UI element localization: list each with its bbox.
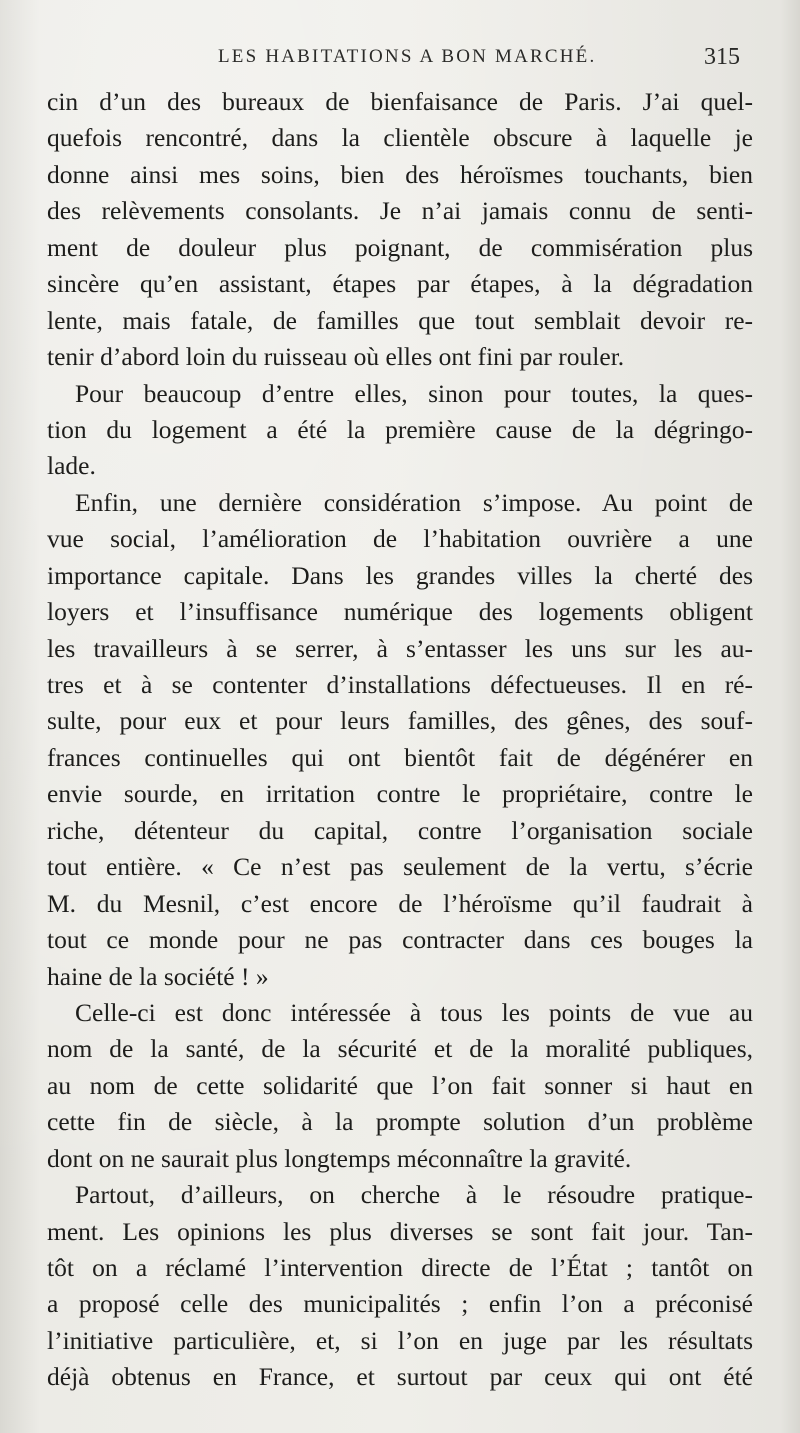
text-line: tout entière. « Ce n’est pas seulement de la vertu, s’écrie <box>47 852 753 882</box>
text-line: Pour beaucoup d’entre elles, sinon pour toutes, la ques- <box>75 378 753 408</box>
text-line: sulte, pour eux et pour leurs familles, des gênes, des souf- <box>47 706 753 736</box>
text-line: riche, détenteur du capital, contre l’organisation sociale <box>47 815 753 845</box>
running-head <box>0 44 800 78</box>
body-text <box>47 84 753 1396</box>
text-line: cette fin de siècle, à la prompte solution d’un problème <box>47 1107 753 1137</box>
text-line: tres et à se contenter d’installations défectueuses. Il en ré- <box>47 670 753 699</box>
text-line: quefois rencontré, dans la clientèle obscure à laquelle je <box>47 123 753 153</box>
text-line: Partout, d’ailleurs, on cherche à le résoudre pratique- <box>75 1180 753 1210</box>
text-line: tout ce monde pour ne pas contracter dans ces bouges la <box>47 925 753 955</box>
text-line: a proposé celle des municipalités ; enfin l’on a préconisé <box>47 1289 753 1319</box>
text-line: au nom de cette solidarité que l’on fait sonner si haut en <box>47 1070 753 1100</box>
text-line: haine de la société ! » <box>47 961 269 991</box>
text-line: frances continuelles qui ont bientôt fait de dégénérer en <box>47 742 753 772</box>
text-line: loyers et l’insuffisance numérique des logements obligent <box>47 597 753 627</box>
text-line: sincère qu’en assistant, étapes par étapes, à la dégradation <box>47 269 753 299</box>
text-line: lente, mais fatale, de familles que tout semblait devoir re- <box>47 305 753 335</box>
text-line: déjà obtenus en France, et surtout par ceux qui ont été <box>47 1362 753 1392</box>
text-line: lade. <box>47 451 96 481</box>
text-line: tôt on a réclamé l’intervention directe de l’État ; tantôt on <box>47 1253 753 1282</box>
text-line: nom de la santé, de la sécurité et de la moralité publiques, <box>47 1034 753 1064</box>
text-line: ment de douleur plus poignant, de commisération plus <box>47 232 753 262</box>
running-title: LES HABITATIONS A BON MARCHÉ. <box>218 46 597 67</box>
text-line: M. du Mesnil, c’est encore de l’héroïsme qu’il faudrait à <box>47 888 753 918</box>
text-line: l’initiative particulière, et, si l’on en juge par les résultats <box>47 1325 753 1355</box>
text-line: Enfin, une dernière considération s’impose. Au point de <box>75 487 753 517</box>
text-line: ment. Les opinions les plus diverses se sont fait jour. Tan- <box>47 1216 753 1246</box>
text-line: donne ainsi mes soins, bien des héroïsmes touchants, bien <box>47 159 753 189</box>
text-line: les travailleurs à se serrer, à s’entasser les uns sur les au- <box>47 633 753 663</box>
page-number: 315 <box>704 44 740 70</box>
text-line: Celle-ci est donc intéressée à tous les points de vue au <box>75 997 753 1027</box>
text-line: vue social, l’amélioration de l’habitation ouvrière a une <box>47 524 753 554</box>
text-line: cin d’un des bureaux de bienfaisance de Paris. J’ai quel- <box>47 87 753 116</box>
text-line: dont on ne saurait plus longtemps méconnaître la gravité. <box>47 1143 632 1173</box>
text-line: des relèvements consolants. Je n’ai jamais connu de senti- <box>47 196 753 226</box>
text-line: importance capitale. Dans les grandes villes la cherté des <box>47 560 753 590</box>
text-line: tenir d’abord loin du ruisseau où elles ont fini par rouler. <box>47 342 625 372</box>
text-line: tion du logement a été la première cause de la dégringo- <box>47 414 753 444</box>
text-line: envie sourde, en irritation contre le propriétaire, contre le <box>47 779 753 809</box>
